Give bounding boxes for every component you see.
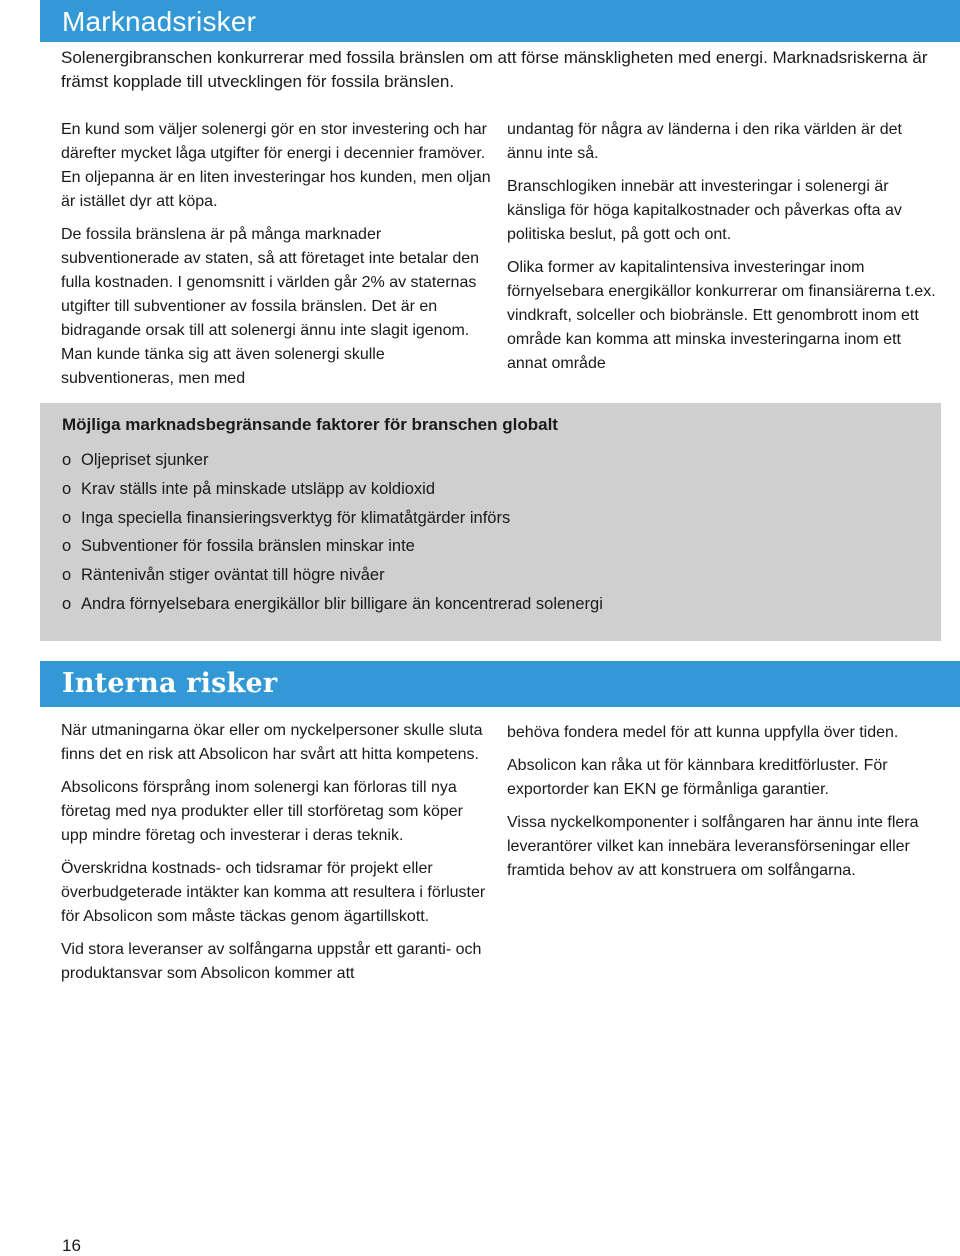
internal-left-paragraph: Absolicons försprång inom solenergi kan förloras till nya företag med nya produkter eller till storföretag som köper upp mindre företag och investerar i deras teknik. — [61, 779, 463, 844]
internal-left-paragraph: Vid stora leveranser av solfångarna uppstår ett garanti- och produktansvar som Absolicon kommer att — [61, 941, 482, 982]
market-right-column — [507, 118, 939, 385]
market-risks-title: Marknadsrisker — [62, 6, 257, 37]
list-item-text: Inga speciella finansieringsverktyg för klimatåtgärder införs — [81, 508, 511, 527]
list-item — [62, 534, 603, 563]
internal-left-paragraph: Överskridna kostnads- och tidsramar för projekt eller överbudgeterade intäkter kan komma att resultera i förluster för Absolicon som måste täckas genom ägartillskott. — [61, 860, 486, 925]
list-item-text: Oljepriset sjunker — [81, 451, 209, 469]
list-item — [62, 506, 603, 535]
market-left-paragraph: En kund som väljer solenergi gör en stor investering och har därefter mycket låga utgifter för energi i decennier framöver. En oljepanna är en liten investeringar hos kunden, men oljan är istället dyr att köpa. — [61, 121, 491, 210]
market-left-column — [61, 118, 493, 400]
list-item — [62, 477, 603, 506]
internal-risks-header — [40, 661, 960, 707]
market-right-paragraph: Olika former av kapitalintensiva investeringar inom förnyelsebara energikällor konkurrerar om finansiärerna t.ex. vindkraft, solceller och biobränsle. Ett genombrott inom ett område kan komma att minska investeringarna inom ett annat område — [507, 259, 936, 372]
internal-right-column — [507, 721, 939, 892]
list-item — [62, 563, 603, 592]
list-item — [62, 448, 603, 477]
list-item — [62, 592, 603, 621]
market-factors-box — [40, 403, 941, 641]
internal-right-paragraph: Vissa nyckelkomponenter i solfångaren har ännu inte flera leverantörer vilket kan innebära leveransförseningar eller framtida behov av att konstruera om solfångarna. — [507, 814, 919, 879]
bullet-marker: o — [62, 594, 72, 613]
market-factors-list — [62, 448, 603, 621]
list-item-text: Subventioner för fossila bränslen minskar inte — [81, 537, 415, 556]
bullet-marker: o — [62, 451, 72, 469]
list-item-text: Krav ställs inte på minskade utsläpp av koldioxid — [81, 479, 436, 498]
bullet-marker: o — [62, 479, 72, 498]
internal-right-paragraph: behöva fondera medel för att kunna uppfylla över tiden. — [507, 724, 899, 741]
market-risks-header — [40, 0, 960, 42]
internal-risks-title: Interna risker — [62, 668, 278, 699]
market-right-paragraph: Branschlogiken innebär att investeringar i solenergi är känsliga för höga kapitalkostnader och påverkas ofta av politiska beslut, på gott och ont. — [507, 178, 902, 243]
bullet-marker: o — [62, 566, 72, 585]
page-number: 16 — [62, 1236, 81, 1255]
internal-left-column — [61, 719, 493, 995]
internal-right-paragraph: Absolicon kan råka ut för kännbara kreditförluster. För exportorder kan EKN ge förmånliga garantier. — [507, 757, 888, 798]
market-factors-title: Möjliga marknadsbegränsande faktorer för branschen globalt — [62, 415, 558, 434]
market-left-paragraph: De fossila bränslena är på många marknader subventionerade av staten, så att företaget inte betalar den fulla kostnaden. I genomsnitt i världen går 2% av staternas utgifter till subventioner av fossila bränslen. Det är en bidragande orsak till att solenergi ännu inte slagit igenom. Man kunde tänka sig att även solenergi skulle subventioneras, men med — [61, 226, 480, 387]
bullet-marker: o — [62, 508, 72, 527]
bullet-marker: o — [62, 537, 72, 556]
list-item-text: Räntenivån stiger oväntat till högre nivåer — [81, 566, 385, 585]
market-intro: Solenergibranschen konkurrerar med fossila bränslen om att förse mänskligheten med energi. Marknadsriskerna är främst kopplade till utvecklingen för fossila bränslen. — [61, 48, 928, 91]
list-item-text: Andra förnyelsebara energikällor blir billigare än koncentrerad solenergi — [81, 594, 603, 613]
market-right-paragraph: undantag för några av länderna i den rika världen är det ännu inte så. — [507, 121, 902, 162]
internal-left-paragraph: När utmaningarna ökar eller om nyckelpersoner skulle sluta finns det en risk att Absolicon har svårt att hitta kompetens. — [61, 722, 483, 763]
